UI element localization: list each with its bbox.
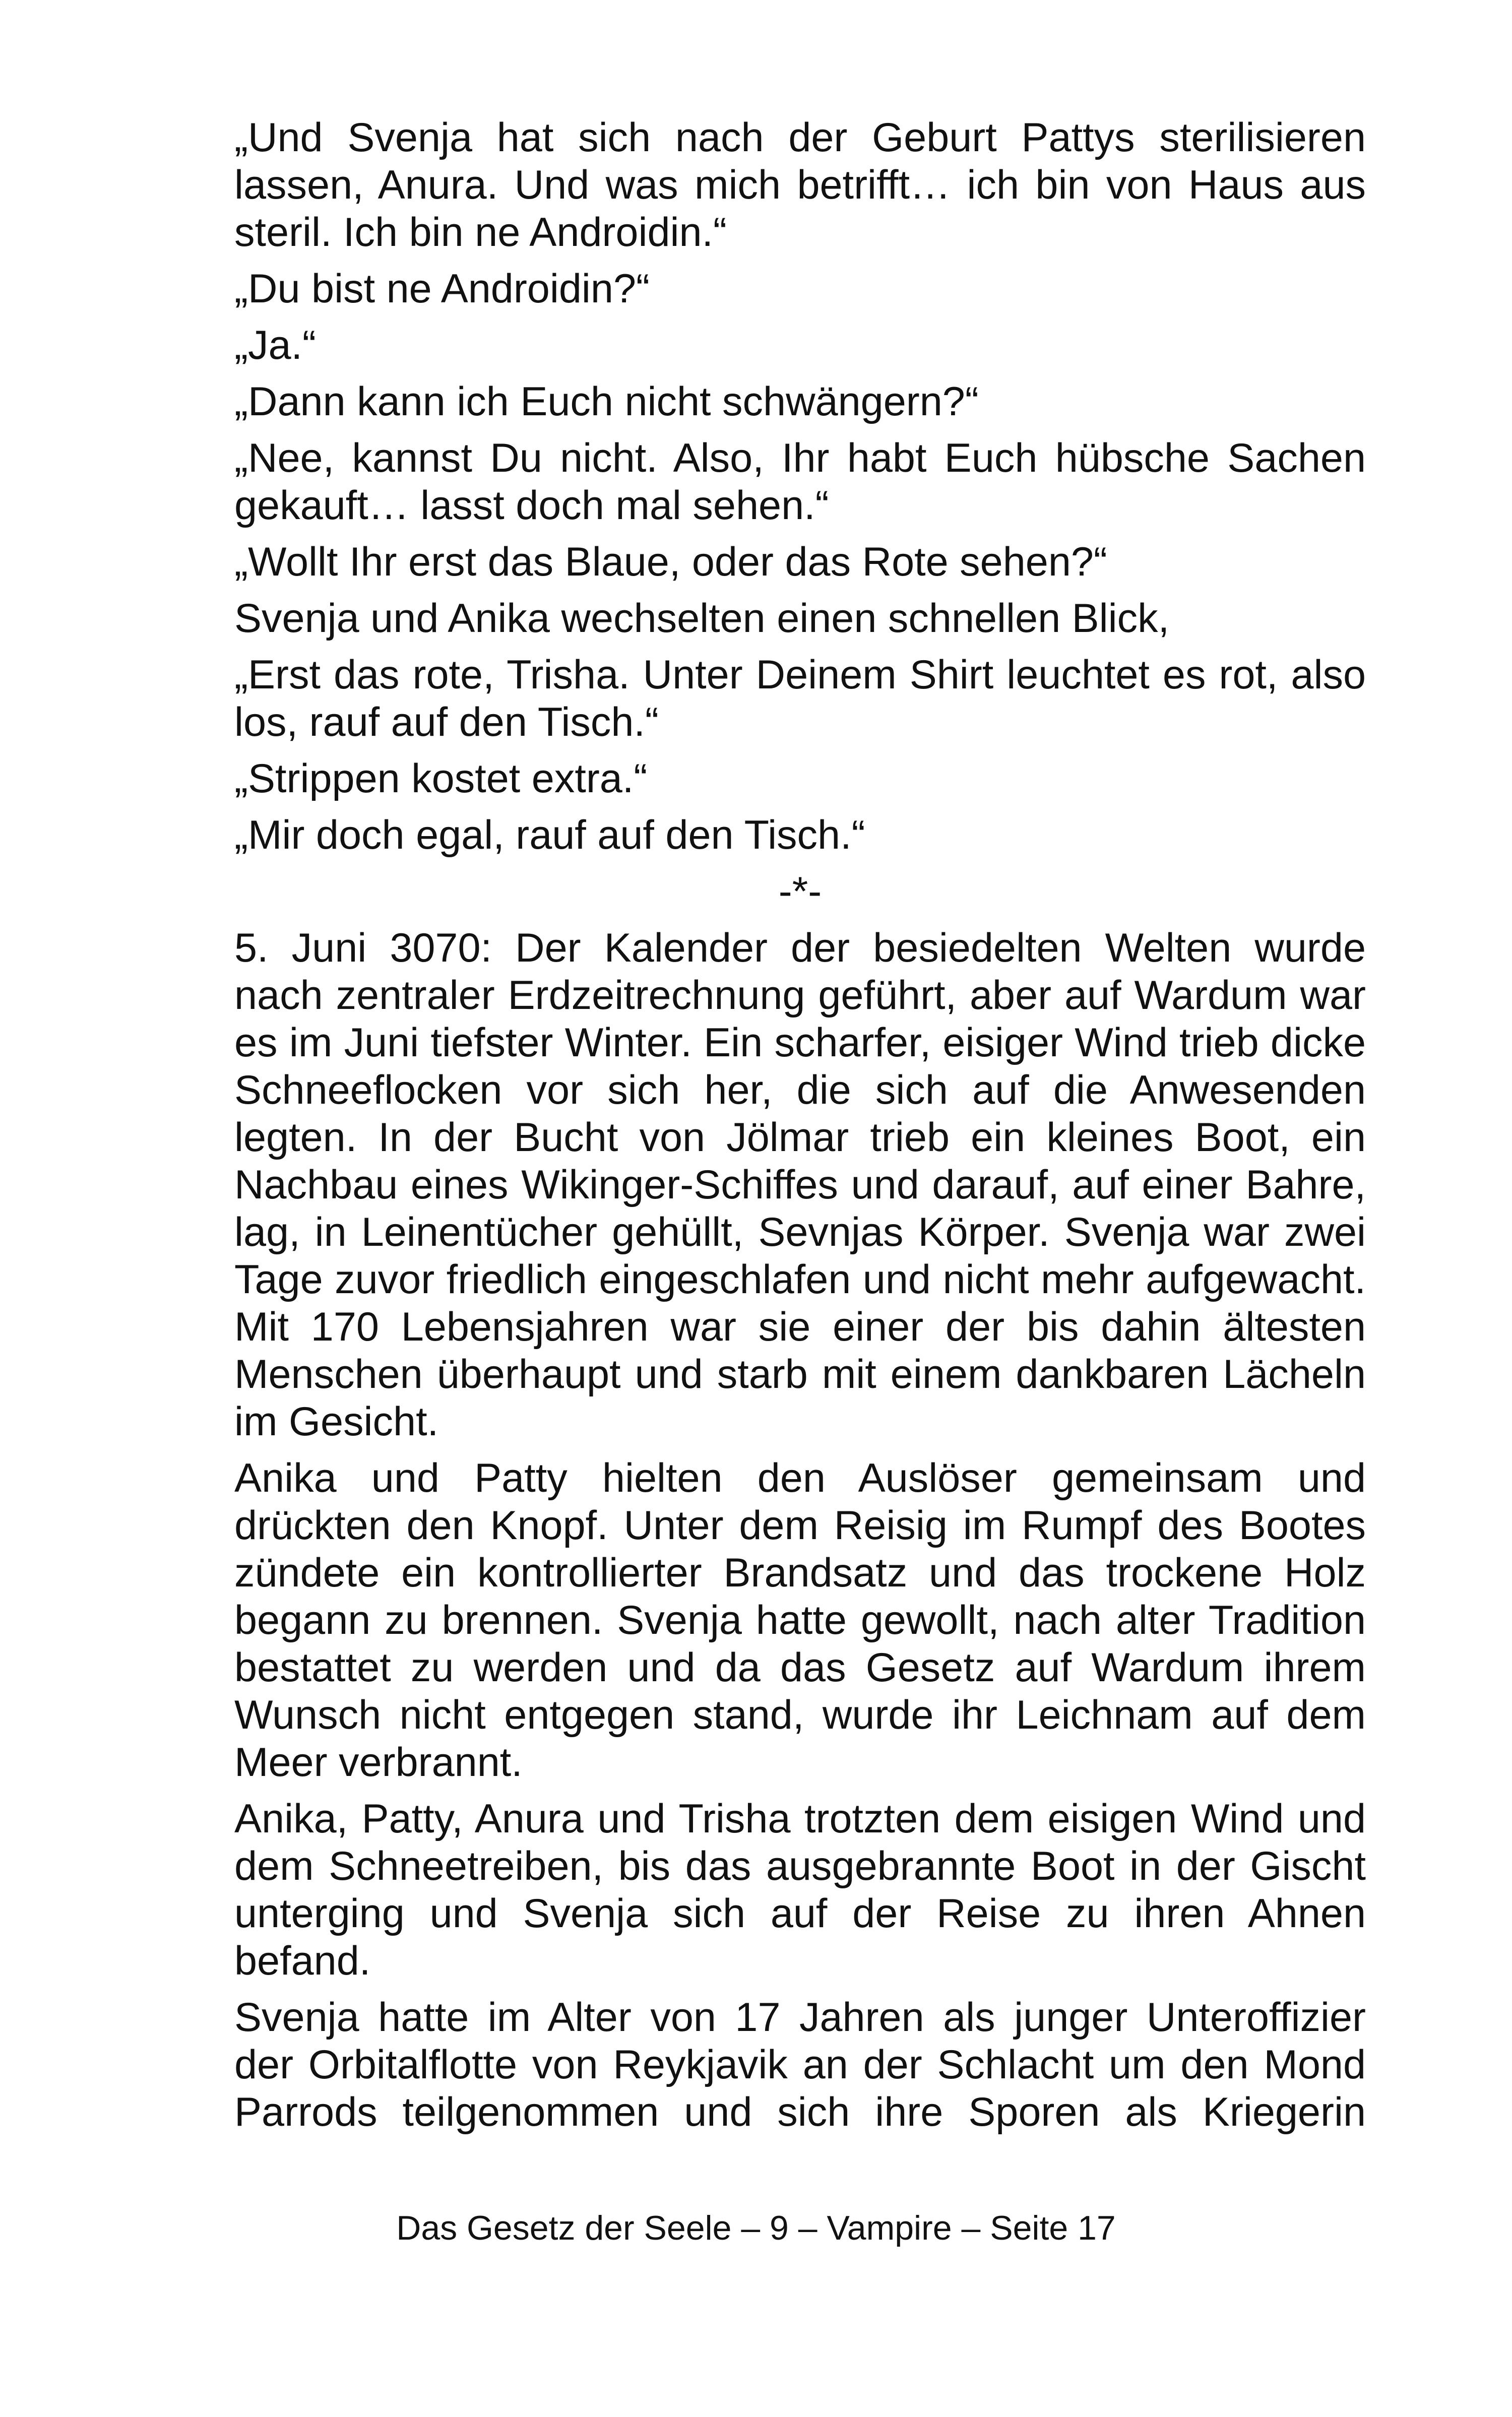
paragraph: „Strippen kostet extra.“ [234, 756, 648, 801]
body-text [234, 114, 1366, 2145]
paragraph: „Dann kann ich Euch nicht schwängern?“ [234, 379, 979, 424]
paragraph: „Mir doch egal, rauf auf den Tisch.“ [234, 812, 865, 858]
paragraph: „Nee, kannst Du nicht. Also, Ihr habt Euch hübsche Sachen gekauft… lasst doch mal sehen.“ [234, 435, 1366, 528]
paragraph: Svenja und Anika wechselten einen schnellen Blick, [234, 596, 1170, 641]
paragraph: „Und Svenja hat sich nach der Geburt Pattys sterilisieren lassen, Anura. Und was mich betrifft… ich bin von Haus aus steril. Ich bin ne Androidin.“ [234, 115, 1366, 255]
paragraph: „Wollt Ihr erst das Blaue, oder das Rote sehen?“ [234, 539, 1107, 585]
paragraph: Svenja hatte im Alter von 17 Jahren als junger Unteroffizier der Orbitalflotte von Reykjavik an der Schlacht um den Mond Parrods teilgenommen und sich ihre Sporen als Kriegerin [234, 1995, 1366, 2135]
paragraph: „Ja.“ [234, 323, 316, 368]
paragraph: 5. Juni 3070: Der Kalender der besiedelten Welten wurde nach zentraler Erdzeitrechnung geführt, aber auf Wardum war es im Juni tiefster Winter. Ein scharfer, eisiger Wind trieb dicke Schneeflocken vor sich her, die sich auf die Anwesenden legten. In der Bucht von Jölmar trieb ein kleines Boot, ein Nachbau eines Wikinger-Schiffes und darauf, auf einer Bahre, lag, in Leinentücher gehüllt, Sevnjas Körper. Svenja war zwei Tage zuvor friedlich eingeschlafen und nicht mehr aufgewacht. Mit 170 Lebensjahren war sie einer der bis dahin ältesten Menschen überhaupt und starb mit einem dankbaren Lächeln im Gesicht. [234, 925, 1366, 1444]
paragraph: „Erst das rote, Trisha. Unter Deinem Shirt leuchtet es rot, also los, rauf auf den Tisch.“ [234, 652, 1366, 745]
page-footer: Das Gesetz der Seele – 9 – Vampire – Seite 17 [396, 2209, 1116, 2247]
paragraph: Anika und Patty hielten den Auslöser gemeinsam und drückten den Knopf. Unter dem Reisig im Rumpf des Bootes zündete ein kontrollierter Brandsatz und das trockene Holz begann zu brennen. Svenja hatte gewollt, nach alter Tradition bestattet zu werden und da das Gesetz auf Wardum ihrem Wunsch nicht entgegen stand, wurde ihr Leichnam auf dem Meer verbrannt. [234, 1455, 1366, 1785]
paragraph: „Du bist ne Androidin?“ [234, 266, 650, 311]
paragraph: Anika, Patty, Anura und Trisha trotzten dem eisigen Wind und dem Schneetreiben, bis das ausgebrannte Boot in der Gischt unterging und Svenja sich auf der Reise zu ihren Ahnen befand. [234, 1796, 1366, 1984]
section-separator: -*- [778, 869, 822, 914]
